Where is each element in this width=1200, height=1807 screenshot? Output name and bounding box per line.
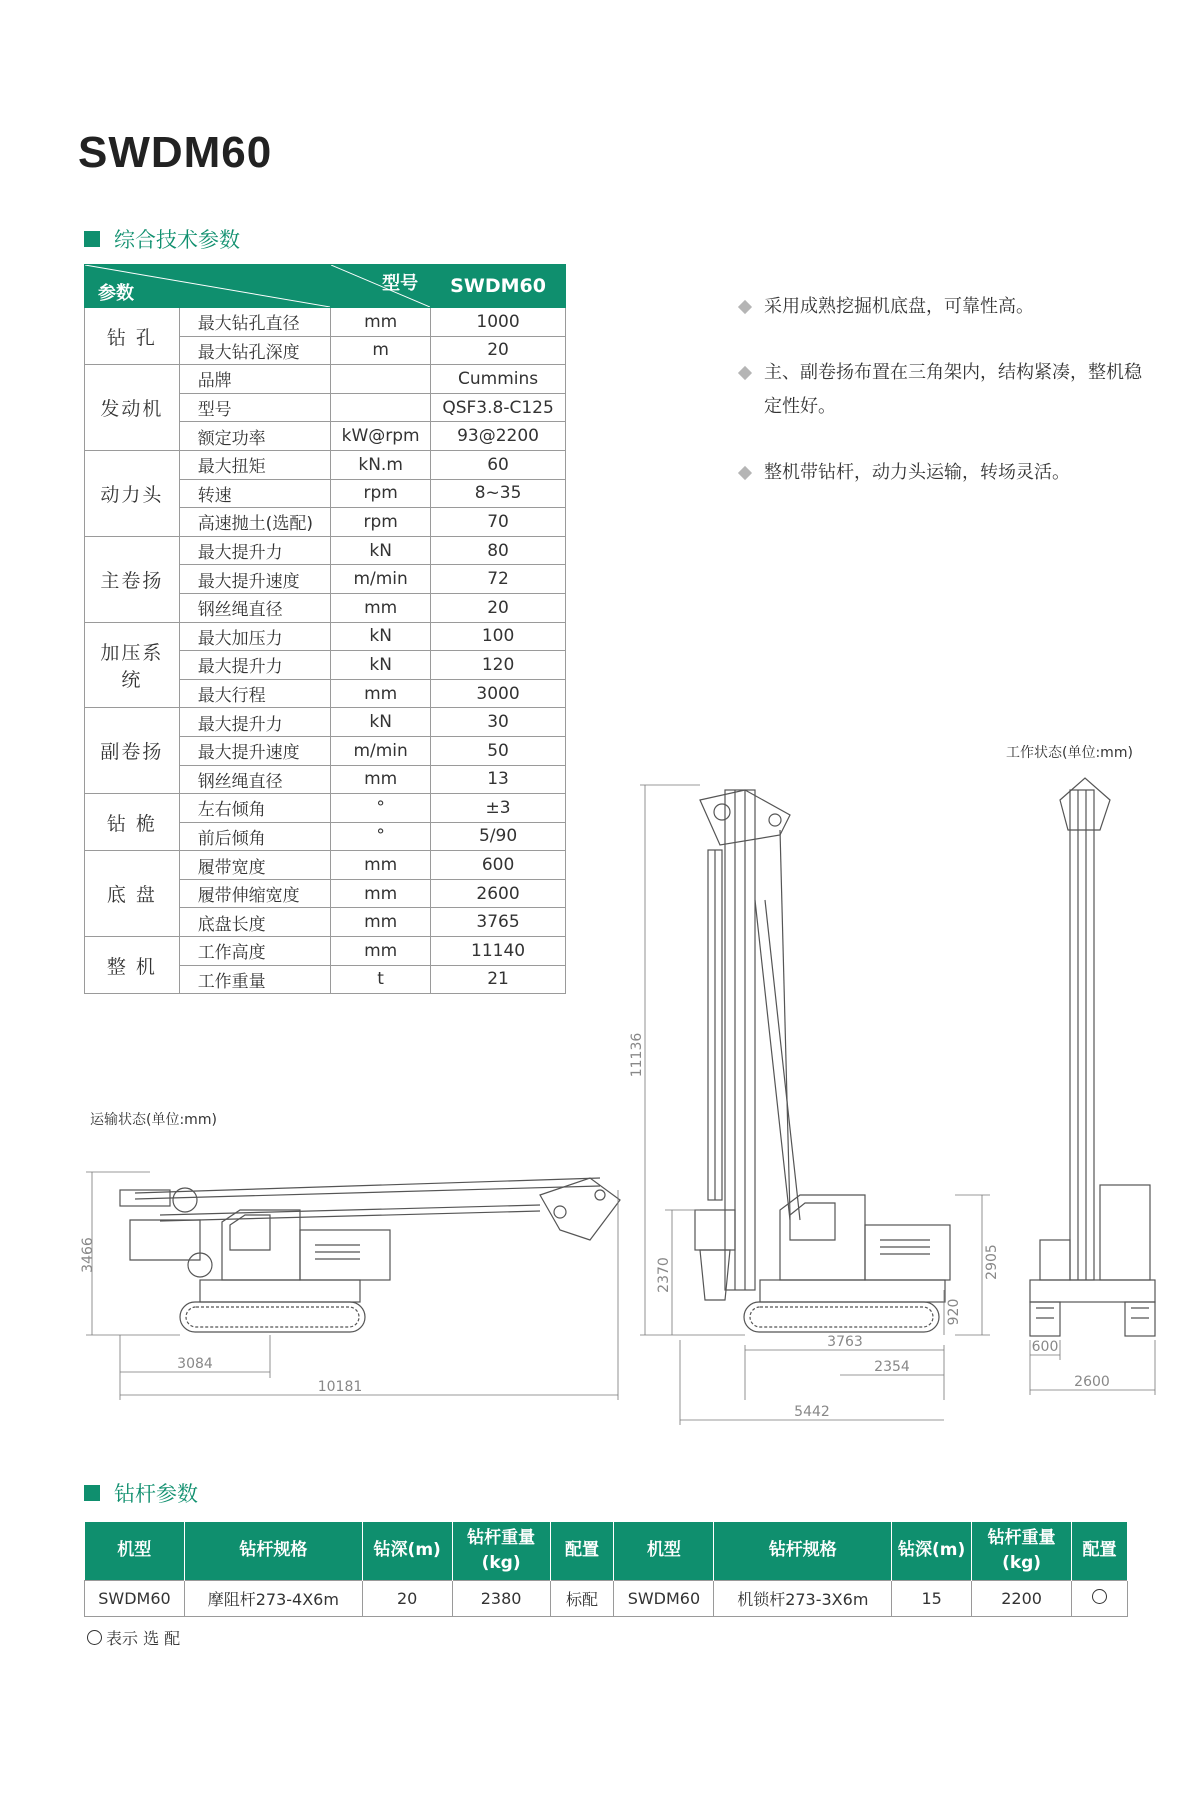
spec-unit: m [331, 336, 431, 365]
spec-value: 80 [431, 536, 566, 565]
spec-value: 70 [431, 508, 566, 537]
dim-work-height: 11136 [629, 1032, 645, 1078]
spec-value: 1000 [431, 308, 566, 337]
rod-header-cell: 钻深(m) [892, 1522, 972, 1580]
spec-row [85, 308, 566, 337]
dim-work-total: 5442 [794, 1404, 830, 1420]
work-drawing-front [1030, 778, 1155, 1336]
spec-value: 20 [431, 336, 566, 365]
circle-icon [1092, 1589, 1107, 1604]
spec-value: 30 [431, 708, 566, 737]
spec-unit [331, 365, 431, 394]
spec-unit: m/min [331, 565, 431, 594]
feature-item: 主、副卷扬布置在三角架内，结构紧凑，整机稳定性好。 [736, 356, 1156, 424]
spec-category: 加压系统 [85, 622, 180, 708]
rod-cell: 2200 [972, 1580, 1072, 1616]
spec-unit: kN [331, 622, 431, 651]
rod-cell: SWDM60 [85, 1580, 185, 1616]
spec-unit: rpm [331, 508, 431, 537]
work-drawing-side [695, 790, 950, 1332]
spec-value: 50 [431, 736, 566, 765]
corner-cell-right [331, 265, 431, 308]
spec-param: 最大提升力 [179, 651, 330, 680]
rod-cell: SWDM60 [614, 1580, 714, 1616]
dim-transport-length: 10181 [317, 1379, 363, 1395]
spec-unit: ° [331, 822, 431, 851]
model-header: SWDM60 [431, 265, 566, 308]
transport-drawing [120, 1178, 620, 1332]
spec-param: 型号 [179, 393, 330, 422]
spec-row [85, 708, 566, 737]
spec-category: 钻 孔 [85, 308, 180, 365]
rod-header-cell: 钻杆重量 (kg) [972, 1522, 1072, 1580]
rod-header-cell: 钻杆规格 [714, 1522, 892, 1580]
rod-cell: 2380 [452, 1580, 550, 1616]
rod-header-cell: 钻杆重量 (kg) [452, 1522, 550, 1580]
spec-unit: kN [331, 651, 431, 680]
legend-text: 表示 选 配 [106, 1629, 181, 1648]
rig-drawings [0, 760, 1200, 1460]
rod-cell: 15 [892, 1580, 972, 1616]
spec-value: 13 [431, 765, 566, 794]
spec-unit: kW@rpm [331, 422, 431, 451]
rod-table-row [85, 1580, 1128, 1616]
spec-param: 前后倾角 [179, 822, 330, 851]
transport-state-caption: 运输状态(单位:mm) [90, 1112, 217, 1128]
spec-row [85, 622, 566, 651]
dim-transport-height: 3466 [80, 1237, 96, 1273]
spec-value: Cummins [431, 365, 566, 394]
rod-header-cell: 配置 [1072, 1522, 1128, 1580]
legend [87, 1626, 180, 1649]
corner-param-label: 参数 [98, 283, 134, 304]
dim-front-width: 2600 [1074, 1374, 1110, 1390]
spec-param: 最大钻孔深度 [179, 336, 330, 365]
section-square-icon [84, 1485, 100, 1501]
rod-cell: 摩阻杆273-4X6m [184, 1580, 362, 1616]
spec-value: 72 [431, 565, 566, 594]
section-square-icon [84, 231, 100, 247]
spec-param: 钢丝绳直径 [179, 593, 330, 622]
spec-unit: t [331, 965, 431, 994]
spec-table-header [85, 265, 566, 308]
spec-value: 5/90 [431, 822, 566, 851]
rod-cell: 机锁杆273-3X6m [714, 1580, 892, 1616]
spec-param: 履带宽度 [179, 851, 330, 880]
spec-unit: mm [331, 593, 431, 622]
spec-unit: mm [331, 879, 431, 908]
spec-value: 93@2200 [431, 422, 566, 451]
spec-value: 20 [431, 593, 566, 622]
work-state-caption: 工作状态(单位:mm) [1006, 745, 1133, 761]
spec-param: 额定功率 [179, 422, 330, 451]
spec-param: 最大提升力 [179, 708, 330, 737]
spec-param: 最大提升力 [179, 536, 330, 565]
spec-value: 100 [431, 622, 566, 651]
rod-table-header [85, 1522, 1128, 1580]
spec-param: 最大提升速度 [179, 736, 330, 765]
spec-unit: mm [331, 765, 431, 794]
spec-unit [331, 393, 431, 422]
spec-param: 转速 [179, 479, 330, 508]
spec-unit: mm [331, 908, 431, 937]
spec-unit: rpm [331, 479, 431, 508]
rod-header-cell: 机型 [614, 1522, 714, 1580]
diamond-bullet-icon [738, 300, 752, 314]
rod-section-heading [84, 1478, 198, 1508]
spec-param: 品牌 [179, 365, 330, 394]
spec-unit: ° [331, 794, 431, 823]
dim-front-track-w: 600 [1031, 1339, 1059, 1355]
spec-param: 钢丝绳直径 [179, 765, 330, 794]
spec-value: 600 [431, 851, 566, 880]
spec-value: 21 [431, 965, 566, 994]
rod-header-cell: 钻杆规格 [184, 1522, 362, 1580]
feature-item: 整机带钻杆，动力头运输，转场灵活。 [736, 456, 1156, 490]
spec-value: 8~35 [431, 479, 566, 508]
spec-row [85, 536, 566, 565]
spec-value: 60 [431, 450, 566, 479]
dim-transport-front: 3084 [177, 1356, 213, 1372]
spec-unit: mm [331, 679, 431, 708]
circle-icon [87, 1630, 102, 1645]
feature-item: 采用成熟挖掘机底盘，可靠性高。 [736, 290, 1156, 324]
rod-cell [1072, 1580, 1128, 1616]
spec-value: 2600 [431, 879, 566, 908]
dim-work-low: 2370 [656, 1257, 672, 1293]
page-title: SWDM60 [78, 128, 273, 177]
feature-list [736, 290, 1156, 522]
rod-cell: 20 [362, 1580, 452, 1616]
spec-row [85, 365, 566, 394]
dim-work-cab: 2905 [984, 1244, 1000, 1280]
rod-section-title: 钻杆参数 [114, 1482, 198, 1506]
spec-category: 动力头 [85, 450, 180, 536]
spec-param: 工作高度 [179, 937, 330, 966]
diamond-bullet-icon [738, 466, 752, 480]
spec-section-heading [84, 224, 240, 254]
spec-param: 履带伸缩宽度 [179, 879, 330, 908]
rod-table [84, 1522, 1128, 1617]
rod-cell: 标配 [550, 1580, 614, 1616]
spec-category: 副卷扬 [85, 708, 180, 794]
rod-header-cell: 钻深(m) [362, 1522, 452, 1580]
diamond-bullet-icon [738, 366, 752, 380]
spec-category: 发动机 [85, 365, 180, 451]
spec-unit: mm [331, 937, 431, 966]
spec-unit: kN.m [331, 450, 431, 479]
spec-unit: mm [331, 851, 431, 880]
spec-unit: kN [331, 708, 431, 737]
spec-category: 底 盘 [85, 851, 180, 937]
spec-param: 左右倾角 [179, 794, 330, 823]
spec-value: 120 [431, 651, 566, 680]
spec-category: 主卷扬 [85, 536, 180, 622]
spec-value: 11140 [431, 937, 566, 966]
spec-param: 高速抛土(选配) [179, 508, 330, 537]
spec-value: 3765 [431, 908, 566, 937]
spec-category: 钻 桅 [85, 794, 180, 851]
spec-param: 最大行程 [179, 679, 330, 708]
spec-section-title: 综合技术参数 [114, 228, 240, 252]
spec-value: ±3 [431, 794, 566, 823]
spec-value: 3000 [431, 679, 566, 708]
spec-unit: mm [331, 308, 431, 337]
rod-header-cell: 机型 [85, 1522, 185, 1580]
spec-param: 最大扭矩 [179, 450, 330, 479]
rod-header-cell: 配置 [550, 1522, 614, 1580]
spec-value: QSF3.8-C125 [431, 393, 566, 422]
spec-param: 最大钻孔直径 [179, 308, 330, 337]
spec-unit: m/min [331, 736, 431, 765]
corner-model-label: 型号 [382, 273, 419, 294]
dim-work-track-h: 920 [946, 1298, 962, 1326]
dim-work-tail: 2354 [874, 1359, 910, 1375]
spec-param: 最大提升速度 [179, 565, 330, 594]
spec-category: 整 机 [85, 937, 180, 994]
spec-row [85, 450, 566, 479]
spec-unit: kN [331, 536, 431, 565]
spec-param: 工作重量 [179, 965, 330, 994]
spec-param: 最大加压力 [179, 622, 330, 651]
dim-work-track-len: 3763 [827, 1334, 863, 1350]
spec-param: 底盘长度 [179, 908, 330, 937]
